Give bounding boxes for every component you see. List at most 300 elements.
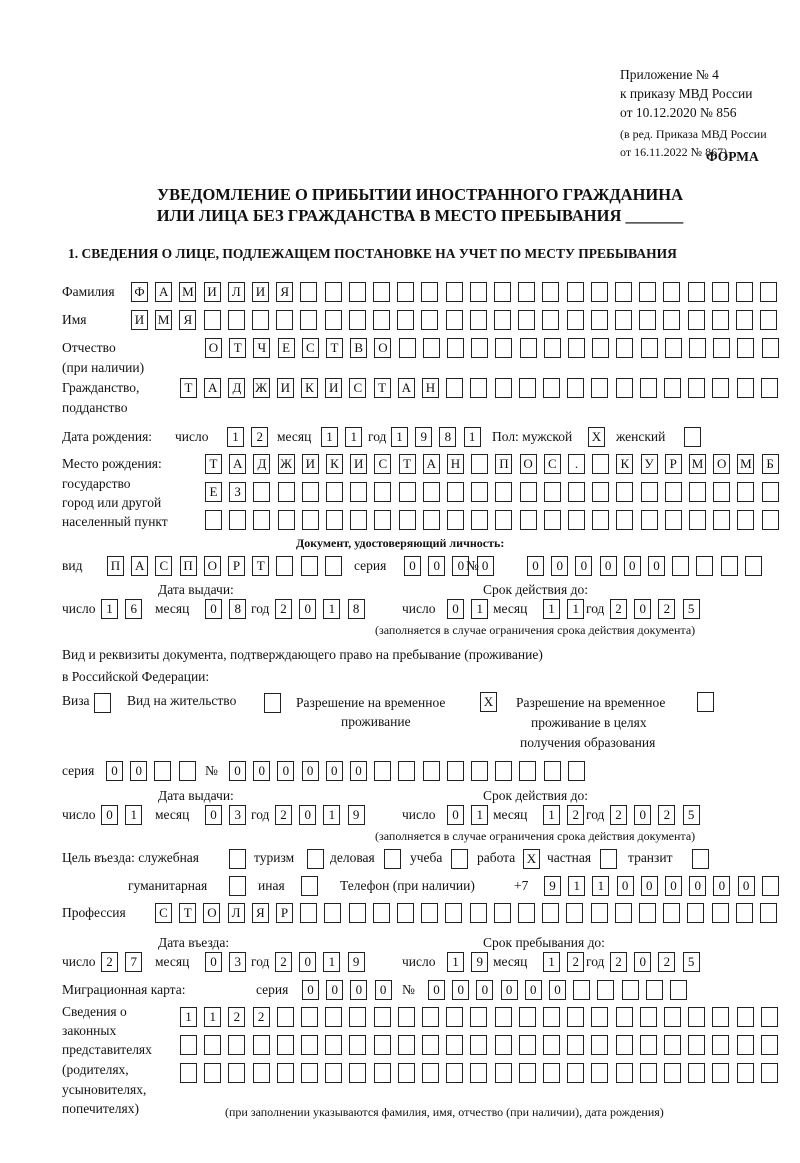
char-box[interactable]: О — [205, 338, 222, 358]
char-box[interactable] — [471, 338, 488, 358]
char-box[interactable]: 0 — [634, 805, 651, 825]
char-box[interactable] — [470, 282, 487, 302]
char-box[interactable]: 1 — [323, 805, 340, 825]
char-box[interactable]: Е — [278, 338, 295, 358]
char-box[interactable] — [616, 510, 633, 530]
char-box[interactable]: 2 — [658, 599, 675, 619]
char-box[interactable] — [300, 310, 317, 330]
char-box[interactable]: 0 — [375, 980, 392, 1000]
char-box[interactable] — [544, 338, 561, 358]
char-box[interactable]: 0 — [648, 556, 665, 576]
char-box[interactable]: 5 — [683, 805, 700, 825]
char-box[interactable] — [302, 482, 319, 502]
char-box[interactable]: 5 — [683, 599, 700, 619]
char-box[interactable] — [640, 1007, 657, 1027]
char-box[interactable] — [423, 510, 440, 530]
char-box[interactable]: Я — [276, 282, 293, 302]
char-box[interactable] — [470, 903, 487, 923]
char-box[interactable]: 0 — [205, 599, 222, 619]
char-box[interactable] — [567, 1007, 584, 1027]
char-box[interactable]: 0 — [551, 556, 568, 576]
char-box[interactable] — [374, 1007, 391, 1027]
char-box[interactable]: 0 — [476, 980, 493, 1000]
char-box[interactable] — [639, 310, 656, 330]
char-box[interactable] — [713, 338, 730, 358]
char-box[interactable]: С — [374, 454, 391, 474]
char-box[interactable] — [495, 1035, 512, 1055]
char-box[interactable]: 2 — [567, 805, 584, 825]
char-box[interactable] — [670, 980, 687, 1000]
char-box[interactable] — [301, 556, 318, 576]
char-box[interactable] — [761, 378, 778, 398]
char-box[interactable] — [519, 378, 536, 398]
char-box[interactable] — [470, 1035, 487, 1055]
char-box[interactable] — [542, 903, 559, 923]
char-box[interactable] — [423, 482, 440, 502]
char-box[interactable]: М — [737, 454, 754, 474]
char-box[interactable]: 1 — [101, 599, 118, 619]
char-box[interactable] — [712, 1063, 729, 1083]
char-box[interactable] — [324, 903, 341, 923]
char-box[interactable]: Т — [252, 556, 269, 576]
char-box[interactable] — [641, 510, 658, 530]
char-box[interactable] — [713, 482, 730, 502]
char-box[interactable]: 1 — [464, 427, 481, 447]
char-box[interactable] — [276, 556, 293, 576]
char-box[interactable]: 3 — [229, 952, 246, 972]
char-box[interactable] — [519, 1063, 536, 1083]
char-box[interactable]: 0 — [350, 980, 367, 1000]
char-box[interactable] — [737, 1035, 754, 1055]
char-box[interactable] — [616, 338, 633, 358]
char-box[interactable] — [423, 338, 440, 358]
char-box[interactable] — [470, 1007, 487, 1027]
char-box[interactable] — [592, 482, 609, 502]
char-box[interactable] — [568, 761, 585, 781]
char-box[interactable]: 1 — [345, 427, 362, 447]
char-box[interactable] — [471, 510, 488, 530]
char-box[interactable] — [421, 282, 438, 302]
char-box[interactable]: О — [713, 454, 730, 474]
char-box[interactable] — [664, 1063, 681, 1083]
char-box[interactable] — [566, 903, 583, 923]
char-box[interactable] — [373, 282, 390, 302]
char-box[interactable]: Л — [228, 282, 245, 302]
char-box[interactable] — [737, 378, 754, 398]
char-box[interactable]: С — [349, 378, 366, 398]
char-box[interactable] — [663, 310, 680, 330]
char-box[interactable] — [568, 482, 585, 502]
char-box[interactable] — [721, 556, 738, 576]
char-box[interactable] — [451, 849, 468, 869]
char-box[interactable] — [760, 903, 777, 923]
char-box[interactable]: А — [229, 454, 246, 474]
char-box[interactable] — [639, 903, 656, 923]
char-box[interactable] — [688, 378, 705, 398]
char-box[interactable]: 0 — [549, 980, 566, 1000]
char-box[interactable] — [422, 1035, 439, 1055]
char-box[interactable]: 0 — [501, 980, 518, 1000]
char-box[interactable]: 0 — [617, 876, 634, 896]
char-box[interactable] — [447, 482, 464, 502]
char-box[interactable]: 2 — [658, 805, 675, 825]
char-box[interactable] — [470, 378, 487, 398]
char-box[interactable] — [573, 980, 590, 1000]
char-box[interactable]: Т — [205, 454, 222, 474]
char-box[interactable]: М — [179, 282, 196, 302]
char-box[interactable]: 9 — [348, 805, 365, 825]
char-box[interactable]: 1 — [323, 599, 340, 619]
char-box[interactable] — [374, 761, 391, 781]
char-box[interactable]: 0 — [600, 556, 617, 576]
char-box[interactable]: К — [616, 454, 633, 474]
char-box[interactable] — [447, 510, 464, 530]
char-box[interactable] — [737, 338, 754, 358]
char-box[interactable]: П — [107, 556, 124, 576]
char-box[interactable] — [446, 378, 463, 398]
char-box[interactable]: 0 — [575, 556, 592, 576]
char-box[interactable] — [616, 482, 633, 502]
char-box[interactable] — [591, 1007, 608, 1027]
char-box[interactable] — [519, 1035, 536, 1055]
char-box[interactable]: 1 — [471, 805, 488, 825]
char-box[interactable]: С — [302, 338, 319, 358]
char-box[interactable] — [350, 510, 367, 530]
char-box[interactable] — [762, 510, 779, 530]
char-box[interactable] — [639, 282, 656, 302]
char-box[interactable]: П — [180, 556, 197, 576]
char-box[interactable] — [543, 1063, 560, 1083]
char-box[interactable] — [544, 482, 561, 502]
char-box[interactable]: 1 — [447, 952, 464, 972]
char-box[interactable] — [154, 761, 171, 781]
char-box[interactable] — [518, 310, 535, 330]
char-box[interactable] — [737, 510, 754, 530]
char-box[interactable] — [664, 1035, 681, 1055]
char-box[interactable]: X — [480, 692, 497, 712]
char-box[interactable]: И — [350, 454, 367, 474]
char-box[interactable] — [600, 849, 617, 869]
char-box[interactable] — [542, 282, 559, 302]
char-box[interactable]: 0 — [205, 952, 222, 972]
char-box[interactable] — [567, 378, 584, 398]
char-box[interactable]: 0 — [106, 761, 123, 781]
char-box[interactable]: М — [155, 310, 172, 330]
char-box[interactable] — [471, 761, 488, 781]
char-box[interactable] — [544, 761, 561, 781]
char-box[interactable] — [397, 282, 414, 302]
char-box[interactable] — [568, 510, 585, 530]
char-box[interactable] — [761, 1035, 778, 1055]
char-box[interactable]: 2 — [610, 952, 627, 972]
char-box[interactable]: Д — [228, 378, 245, 398]
char-box[interactable]: С — [155, 903, 172, 923]
char-box[interactable] — [520, 510, 537, 530]
char-box[interactable] — [761, 1063, 778, 1083]
char-box[interactable]: З — [229, 482, 246, 502]
char-box[interactable]: 2 — [610, 805, 627, 825]
char-box[interactable] — [592, 510, 609, 530]
char-box[interactable]: 0 — [326, 761, 343, 781]
char-box[interactable] — [421, 903, 438, 923]
char-box[interactable] — [591, 310, 608, 330]
char-box[interactable]: 8 — [348, 599, 365, 619]
char-box[interactable]: 0 — [229, 761, 246, 781]
char-box[interactable] — [471, 454, 488, 474]
char-box[interactable] — [616, 1063, 633, 1083]
char-box[interactable]: 0 — [101, 805, 118, 825]
char-box[interactable] — [736, 310, 753, 330]
char-box[interactable]: Ж — [253, 378, 270, 398]
char-box[interactable]: 9 — [471, 952, 488, 972]
char-box[interactable] — [301, 1063, 318, 1083]
char-box[interactable]: Я — [252, 903, 269, 923]
char-box[interactable] — [712, 282, 729, 302]
char-box[interactable] — [300, 903, 317, 923]
char-box[interactable]: С — [544, 454, 561, 474]
char-box[interactable] — [446, 1035, 463, 1055]
char-box[interactable]: 1 — [391, 427, 408, 447]
char-box[interactable] — [349, 1063, 366, 1083]
char-box[interactable] — [264, 693, 281, 713]
char-box[interactable] — [326, 482, 343, 502]
char-box[interactable] — [592, 454, 609, 474]
char-box[interactable]: Б — [762, 454, 779, 474]
char-box[interactable] — [397, 903, 414, 923]
char-box[interactable] — [713, 510, 730, 530]
char-box[interactable] — [349, 310, 366, 330]
char-box[interactable] — [384, 849, 401, 869]
char-box[interactable] — [325, 556, 342, 576]
char-box[interactable] — [712, 1007, 729, 1027]
char-box[interactable]: 2 — [275, 952, 292, 972]
char-box[interactable] — [252, 310, 269, 330]
char-box[interactable]: 0 — [624, 556, 641, 576]
char-box[interactable]: Р — [276, 903, 293, 923]
char-box[interactable]: И — [252, 282, 269, 302]
char-box[interactable]: К — [301, 378, 318, 398]
char-box[interactable]: 1 — [204, 1007, 221, 1027]
char-box[interactable] — [616, 1035, 633, 1055]
char-box[interactable] — [737, 1007, 754, 1027]
char-box[interactable] — [398, 1035, 415, 1055]
char-box[interactable] — [325, 1035, 342, 1055]
char-box[interactable] — [446, 282, 463, 302]
char-box[interactable] — [373, 310, 390, 330]
char-box[interactable] — [349, 1007, 366, 1027]
char-box[interactable] — [495, 510, 512, 530]
char-box[interactable] — [399, 338, 416, 358]
char-box[interactable] — [300, 282, 317, 302]
char-box[interactable]: 0 — [299, 952, 316, 972]
char-box[interactable] — [445, 903, 462, 923]
char-box[interactable] — [228, 1063, 245, 1083]
char-box[interactable] — [204, 310, 221, 330]
char-box[interactable] — [180, 1063, 197, 1083]
char-box[interactable] — [495, 1063, 512, 1083]
char-box[interactable]: 0 — [525, 980, 542, 1000]
char-box[interactable] — [737, 482, 754, 502]
char-box[interactable] — [307, 849, 324, 869]
char-box[interactable]: Т — [374, 378, 391, 398]
char-box[interactable] — [495, 761, 512, 781]
char-box[interactable] — [374, 1035, 391, 1055]
char-box[interactable] — [616, 1007, 633, 1027]
char-box[interactable] — [374, 1063, 391, 1083]
char-box[interactable]: 0 — [713, 876, 730, 896]
char-box[interactable]: 7 — [125, 952, 142, 972]
char-box[interactable]: Р — [665, 454, 682, 474]
char-box[interactable]: 2 — [275, 805, 292, 825]
char-box[interactable] — [688, 1007, 705, 1027]
char-box[interactable]: Н — [422, 378, 439, 398]
char-box[interactable]: 0 — [452, 980, 469, 1000]
char-box[interactable] — [253, 510, 270, 530]
char-box[interactable]: 0 — [477, 556, 494, 576]
char-box[interactable] — [94, 693, 111, 713]
char-box[interactable]: 2 — [567, 952, 584, 972]
char-box[interactable]: 1 — [543, 805, 560, 825]
char-box[interactable] — [399, 482, 416, 502]
char-box[interactable]: 0 — [302, 761, 319, 781]
char-box[interactable]: 0 — [641, 876, 658, 896]
char-box[interactable]: 2 — [251, 427, 268, 447]
char-box[interactable] — [712, 903, 729, 923]
char-box[interactable] — [687, 903, 704, 923]
char-box[interactable] — [397, 310, 414, 330]
char-box[interactable]: Т — [326, 338, 343, 358]
char-box[interactable] — [302, 510, 319, 530]
char-box[interactable] — [760, 310, 777, 330]
char-box[interactable]: 8 — [229, 599, 246, 619]
char-box[interactable] — [592, 338, 609, 358]
char-box[interactable] — [567, 310, 584, 330]
char-box[interactable]: И — [302, 454, 319, 474]
char-box[interactable] — [597, 980, 614, 1000]
char-box[interactable] — [712, 1035, 729, 1055]
char-box[interactable] — [494, 903, 511, 923]
char-box[interactable]: Н — [447, 454, 464, 474]
char-box[interactable]: 2 — [101, 952, 118, 972]
char-box[interactable] — [640, 1063, 657, 1083]
char-box[interactable] — [760, 282, 777, 302]
char-box[interactable]: У — [641, 454, 658, 474]
char-box[interactable] — [325, 310, 342, 330]
char-box[interactable]: Е — [205, 482, 222, 502]
char-box[interactable] — [374, 510, 391, 530]
char-box[interactable]: 1 — [568, 876, 585, 896]
char-box[interactable]: И — [204, 282, 221, 302]
char-box[interactable]: И — [325, 378, 342, 398]
char-box[interactable]: П — [495, 454, 512, 474]
char-box[interactable]: Т — [179, 903, 196, 923]
char-box[interactable] — [568, 338, 585, 358]
char-box[interactable]: 0 — [634, 952, 651, 972]
char-box[interactable] — [762, 482, 779, 502]
char-box[interactable] — [616, 378, 633, 398]
char-box[interactable] — [399, 510, 416, 530]
char-box[interactable] — [615, 903, 632, 923]
char-box[interactable] — [689, 338, 706, 358]
char-box[interactable] — [446, 1007, 463, 1027]
char-box[interactable] — [446, 1063, 463, 1083]
char-box[interactable] — [398, 761, 415, 781]
char-box[interactable] — [253, 482, 270, 502]
char-box[interactable] — [471, 482, 488, 502]
char-box[interactable] — [495, 1007, 512, 1027]
char-box[interactable] — [229, 849, 246, 869]
char-box[interactable] — [591, 1063, 608, 1083]
char-box[interactable]: 0 — [447, 805, 464, 825]
char-box[interactable] — [665, 482, 682, 502]
char-box[interactable] — [495, 378, 512, 398]
char-box[interactable] — [205, 510, 222, 530]
char-box[interactable]: М — [689, 454, 706, 474]
char-box[interactable] — [761, 1007, 778, 1027]
char-box[interactable] — [277, 1007, 294, 1027]
char-box[interactable] — [663, 282, 680, 302]
char-box[interactable]: 9 — [415, 427, 432, 447]
char-box[interactable]: X — [588, 427, 605, 447]
char-box[interactable]: 1 — [567, 599, 584, 619]
char-box[interactable] — [520, 338, 537, 358]
char-box[interactable] — [422, 1063, 439, 1083]
char-box[interactable]: А — [131, 556, 148, 576]
char-box[interactable] — [567, 1035, 584, 1055]
char-box[interactable] — [229, 876, 246, 896]
char-box[interactable]: 0 — [447, 599, 464, 619]
char-box[interactable] — [494, 282, 511, 302]
char-box[interactable] — [422, 1007, 439, 1027]
char-box[interactable] — [228, 1035, 245, 1055]
char-box[interactable] — [301, 1007, 318, 1027]
char-box[interactable]: 0 — [130, 761, 147, 781]
char-box[interactable] — [350, 482, 367, 502]
char-box[interactable]: 1 — [180, 1007, 197, 1027]
char-box[interactable]: Я — [179, 310, 196, 330]
char-box[interactable] — [591, 378, 608, 398]
char-box[interactable]: Ф — [131, 282, 148, 302]
char-box[interactable] — [736, 282, 753, 302]
char-box[interactable]: 0 — [634, 599, 651, 619]
char-box[interactable]: 1 — [227, 427, 244, 447]
char-box[interactable] — [253, 1035, 270, 1055]
char-box[interactable] — [326, 510, 343, 530]
char-box[interactable] — [689, 482, 706, 502]
char-box[interactable] — [762, 876, 779, 896]
char-box[interactable] — [712, 378, 729, 398]
char-box[interactable] — [470, 310, 487, 330]
char-box[interactable]: 0 — [527, 556, 544, 576]
char-box[interactable] — [745, 556, 762, 576]
char-box[interactable]: Т — [399, 454, 416, 474]
char-box[interactable]: 0 — [350, 761, 367, 781]
char-box[interactable] — [277, 1063, 294, 1083]
char-box[interactable] — [591, 1035, 608, 1055]
char-box[interactable] — [696, 556, 713, 576]
char-box[interactable] — [447, 761, 464, 781]
char-box[interactable] — [697, 692, 714, 712]
char-box[interactable]: 0 — [665, 876, 682, 896]
char-box[interactable]: 2 — [253, 1007, 270, 1027]
char-box[interactable]: И — [277, 378, 294, 398]
char-box[interactable] — [325, 1063, 342, 1083]
char-box[interactable] — [692, 849, 709, 869]
char-box[interactable] — [688, 1035, 705, 1055]
char-box[interactable] — [543, 1007, 560, 1027]
char-box[interactable]: 5 — [683, 952, 700, 972]
char-box[interactable]: Д — [253, 454, 270, 474]
